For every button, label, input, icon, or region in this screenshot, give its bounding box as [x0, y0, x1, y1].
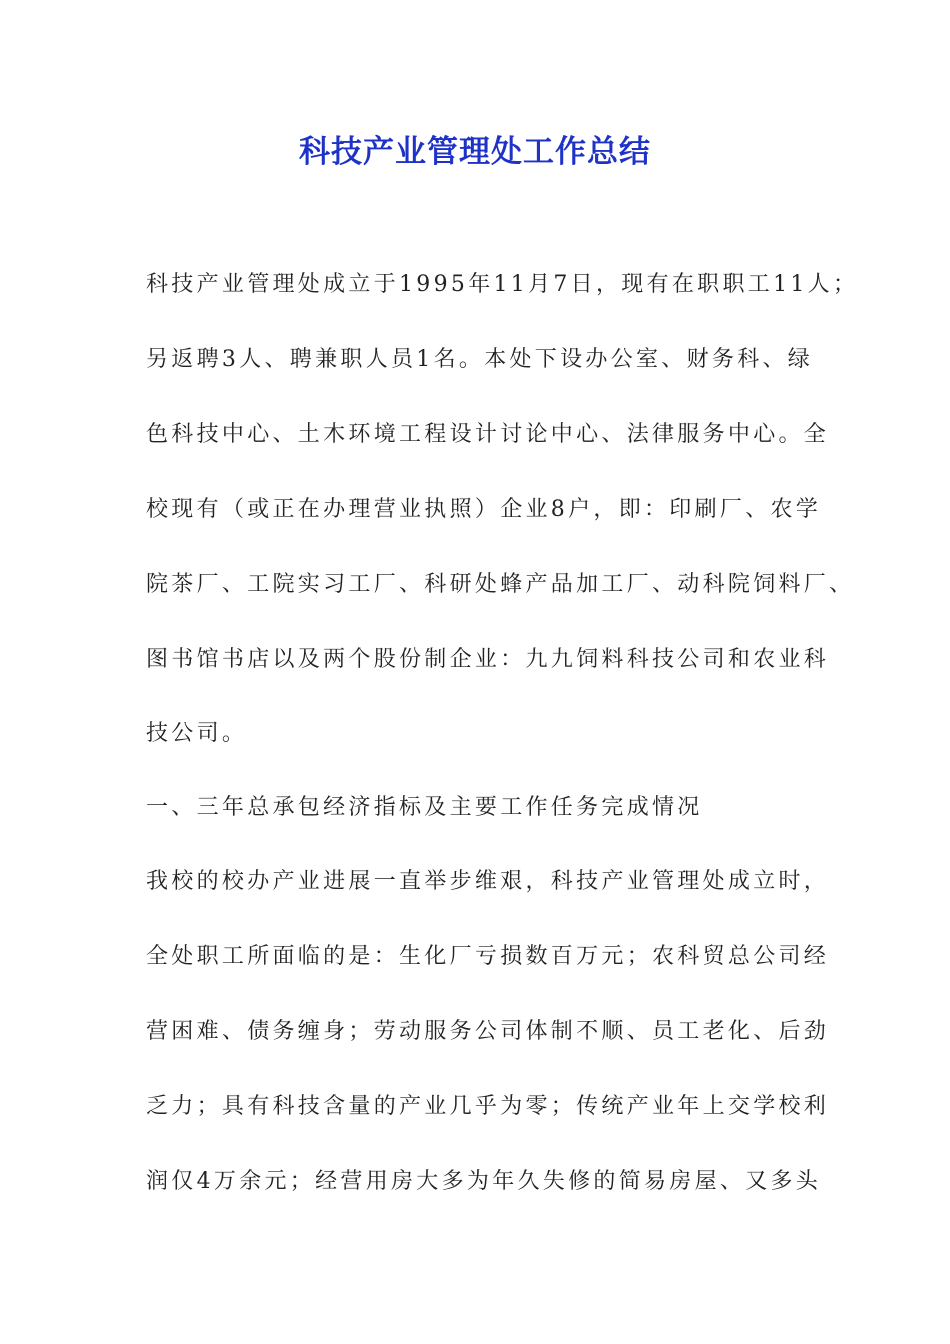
document-title: 科技产业管理处工作总结 [299, 134, 651, 170]
paragraph-line: 院茶厂、工院实习工厂、科研处蜂产品加工厂、动科院饲料厂、 [146, 572, 855, 597]
paragraph-line: 我校的校办产业进展一直举步维艰，科技产业管理处成立时， [146, 869, 830, 894]
paragraph-line: 科技产业管理处成立于1995年11月7日，现有在职职工11人； [146, 272, 859, 297]
paragraph-line: 校现有（或正在办理营业执照）企业8户，即：印刷厂、农学 [146, 497, 822, 522]
paragraph-line: 技公司。 [146, 721, 248, 746]
paragraph-line: 全处职工所面临的是：生化厂亏损数百万元；农科贸总公司经 [146, 944, 830, 969]
paragraph-line: 乏力；具有科技含量的产业几乎为零；传统产业年上交学校利 [146, 1094, 830, 1119]
paragraph-line: 润仅4万余元；经营用房大多为年久失修的简易房屋、又多头 [146, 1169, 822, 1194]
paragraph-line: 另返聘3人、聘兼职人员1名。本处下设办公室、财务科、绿 [146, 347, 814, 372]
paragraph-line: 营困难、债务缠身；劳动服务公司体制不顺、员工老化、后劲 [146, 1019, 830, 1044]
paragraph-line: 图书馆书店以及两个股份制企业：九九饲料科技公司和农业科 [146, 647, 830, 672]
paragraph-line: 色科技中心、土木环境工程设计讨论中心、法律服务中心。全 [146, 422, 830, 447]
section-heading: 一、三年总承包经济指标及主要工作任务完成情况 [146, 795, 703, 820]
